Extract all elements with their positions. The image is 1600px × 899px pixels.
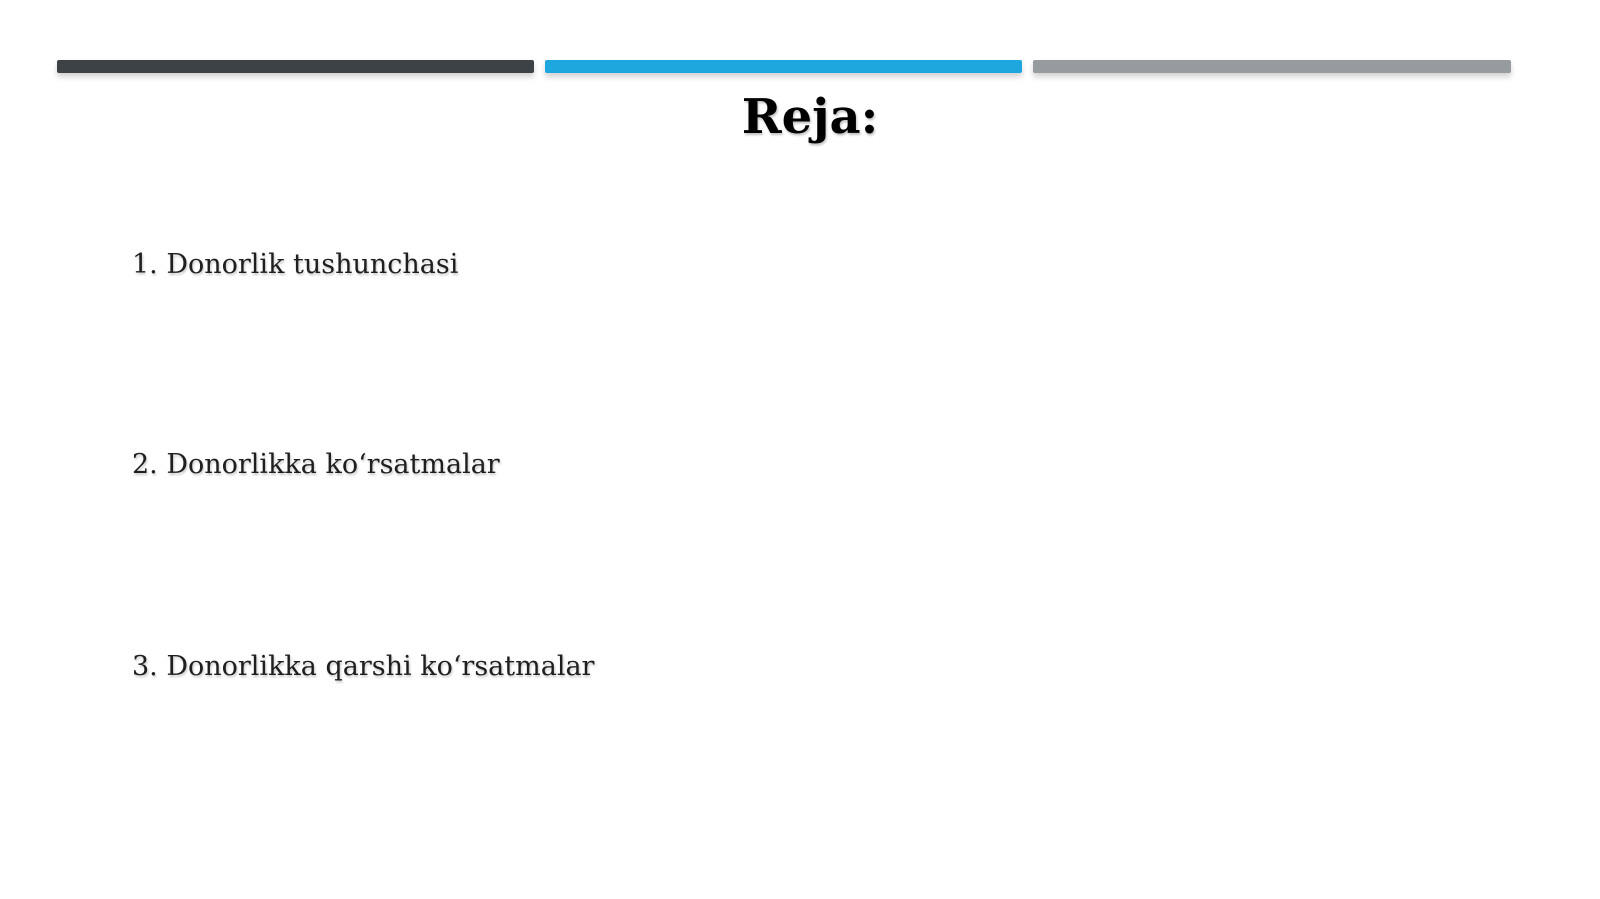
header-bar-dark	[57, 60, 534, 73]
header-bar-blue	[545, 60, 1022, 73]
header-bar-gray	[1033, 60, 1511, 73]
slide-title: Reja:	[741, 89, 879, 145]
plan-item-2: 2. Donorlikka ko‘rsatmalar	[132, 449, 500, 480]
plan-item-3: 3. Donorlikka qarshi ko‘rsatmalar	[132, 651, 595, 682]
plan-item-1: 1. Donorlik tushunchasi	[132, 249, 459, 280]
